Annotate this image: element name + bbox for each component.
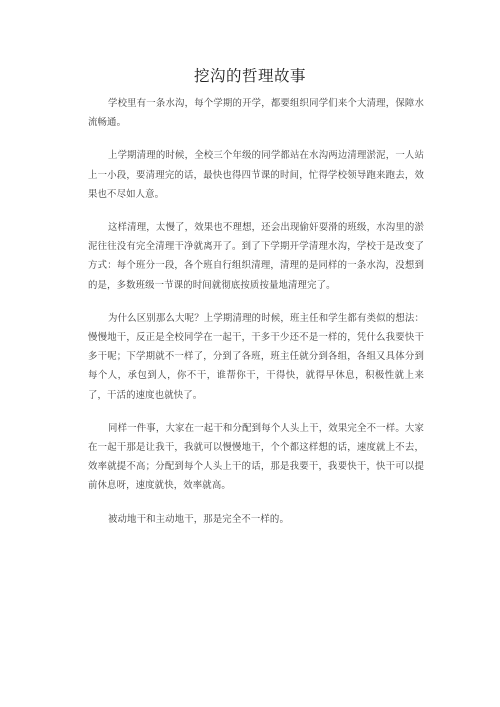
paragraph-3: 这样清理，太慢了，效果也不理想，还会出现偷奸耍滑的班级，水沟里的淤泥往往没有完全清理干净就离开了。到了下学期开学清理水沟，学校于是改变了方式：每个班分一段，各个班自行组织清理，清理的是同样的一条水沟，没想到的是，多数班级一节课的时间就彻底按质按量地清理完了。 [88,222,424,291]
page-title: 挖沟的哲理故事 [193,67,306,85]
paragraph-4: 为什么区别那么大呢？上学期清理的时候，班主任和学生都有类似的想法：慢慢地干，反正是全校同学在一起干，干多干少还不是一样的，凭什么我要快干多干呢；下学期就不一样了，分到了各班，班主任就分到各组，各组又具体分到每个人，承包到人，你不干，谁帮你干，干得快，就得早休息，积极性就上来了，干活的速度也就快了。 [88,312,424,401]
paragraph-5: 同样一件事，大家在一起干和分配到每个人头上干，效果完全不一样。大家在一起干那是让我干，我就可以慢慢地干，个个都这样想的话，速度就上不去，效率就提不高；分配到每个人头上干的话，那是我要干，我要快干，快干可以提前休息呀，速度就快，效率就高。 [88,422,424,492]
paragraph-6: 被动地干和主动地干，那是完全不一样的。 [108,513,289,525]
paragraph-2: 上学期清理的时候，全校三个年级的同学都站在水沟两边清理淤泥，一人站上一小段，要清理完的话，最快也得四节课的时间，忙得学校领导跑来跑去，效果也不尽如人意。 [88,150,424,200]
article-body [88,94,424,543]
paragraph-1: 学校里有一条水沟，每个学期的开学，都要组织同学们来个大清理，保障水流畅通。 [88,98,424,129]
